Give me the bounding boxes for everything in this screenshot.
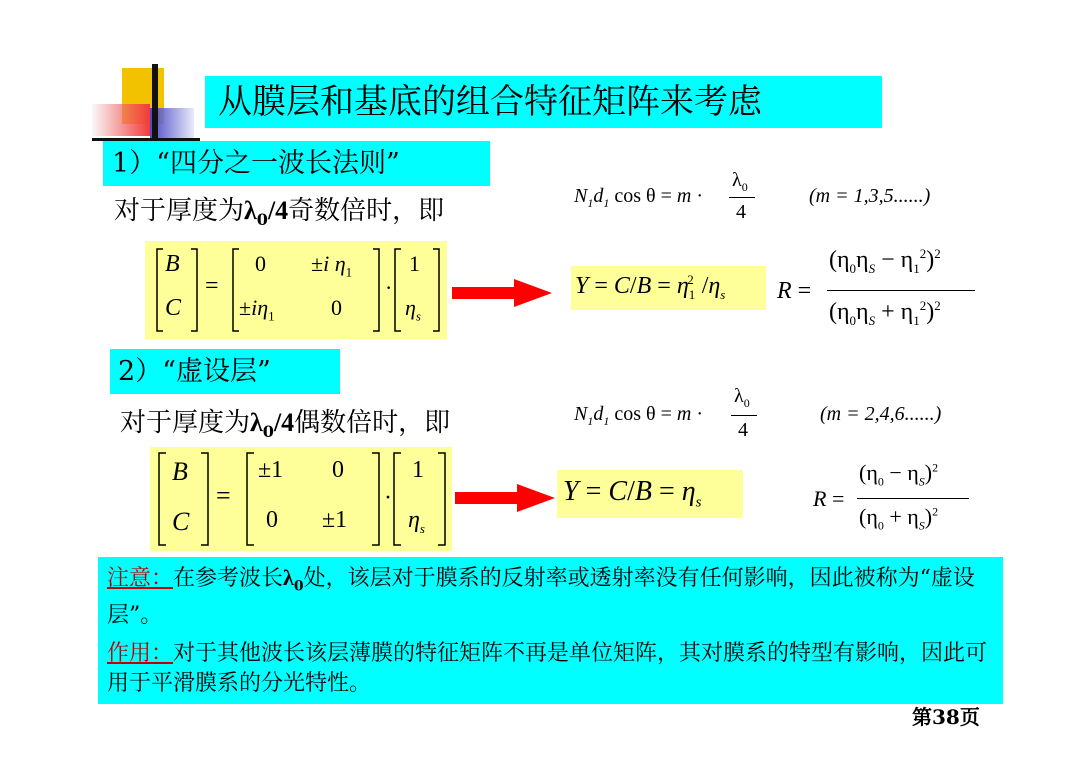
section2-m-condition: (m = 2,4,6......) [820, 403, 942, 425]
section2-lambda-sub: 0 [262, 422, 274, 442]
title-deco-red-gradient [92, 104, 150, 136]
section1-matrix-highlight: B C = 0 ±i $\eta_1$ $\pm i\eta_1$ 0 · 1 $\eta_s$ [145, 241, 447, 339]
section1-lambda: λ [244, 196, 257, 225]
section2-line-pre: 对于厚度为 [120, 408, 251, 438]
note-panel [98, 557, 1003, 704]
section2-quarter: /4 [273, 408, 295, 437]
section1-line-pre: 对于厚度为 [114, 196, 245, 226]
note-label-caution: 注意： [107, 566, 174, 591]
section1-arrow [452, 279, 552, 307]
section2-condition-line [120, 402, 450, 441]
page-title: 从膜层和基底的组合特征矩阵来考虑 [218, 82, 762, 122]
section1-condition-line [114, 190, 444, 229]
section1-m-condition: (m = 1,3,5......) [809, 185, 931, 207]
section2-line-post: 偶数倍时，即 [294, 408, 451, 438]
section1-lambda-sub: 0 [256, 210, 268, 230]
section2-matrix-highlight: B C = ±1 0 0 ±1 · 1 $\eta_s$ [150, 447, 452, 551]
section2-admittance-highlight: $Y = C/B = \eta_s$ [557, 470, 743, 518]
section1-phase-formula: $N_1d_1$ cos θ = m · $\lambda_0$ 4 [574, 169, 804, 229]
title-deco-vertical-line [152, 64, 158, 142]
page-number: 第38页 [912, 705, 980, 729]
note-paragraph-1 [107, 563, 992, 631]
section2-reflectance-formula: R = $(\eta_0 - \eta_S)^2$ $(\eta_0 + \eta_S)^2$ [813, 458, 983, 542]
note-text2: 对于其他波长该层薄膜的特征矩阵不再是单位矩阵，其对膜系的特型有影响，因此可用于平滑膜系的分光特性。 [107, 641, 988, 696]
note-paragraph-2 [107, 639, 992, 699]
note-text1-a: 在参考波长 [173, 566, 284, 591]
note-text1-b: 处，该层对于膜系的反射率或透射率没有任何影响，因此被称为“虚设层”。 [107, 566, 975, 629]
section1-heading: 1）“四分之一波长法则” [112, 148, 400, 179]
section1-matrix-brackets [145, 241, 447, 339]
section1-admittance-highlight: $Y = C/B = \eta_1^2$ $/\eta_s$ [571, 266, 766, 310]
section2-matrix-brackets [150, 447, 452, 551]
section2-arrow [455, 484, 555, 512]
section2-phase-formula: $N_1d_1$ cos θ = m · $\lambda_0$ 4 [574, 385, 804, 445]
note-label-function: 作用： [107, 641, 174, 666]
section1-quarter: /4 [267, 196, 289, 225]
note-lambda-sub: 0 [293, 578, 304, 595]
section2-lambda: λ [250, 408, 263, 437]
note-lambda: λ [283, 565, 294, 590]
section1-reflectance-formula: R = $(\eta_0\eta_S - \eta_1^2)^2$ $(\eta_0\eta_S + \eta_1^2)^2$ [777, 244, 982, 344]
section2-heading: 2）“虚设层” [118, 356, 271, 387]
section1-line-post: 奇数倍时，即 [288, 196, 445, 226]
